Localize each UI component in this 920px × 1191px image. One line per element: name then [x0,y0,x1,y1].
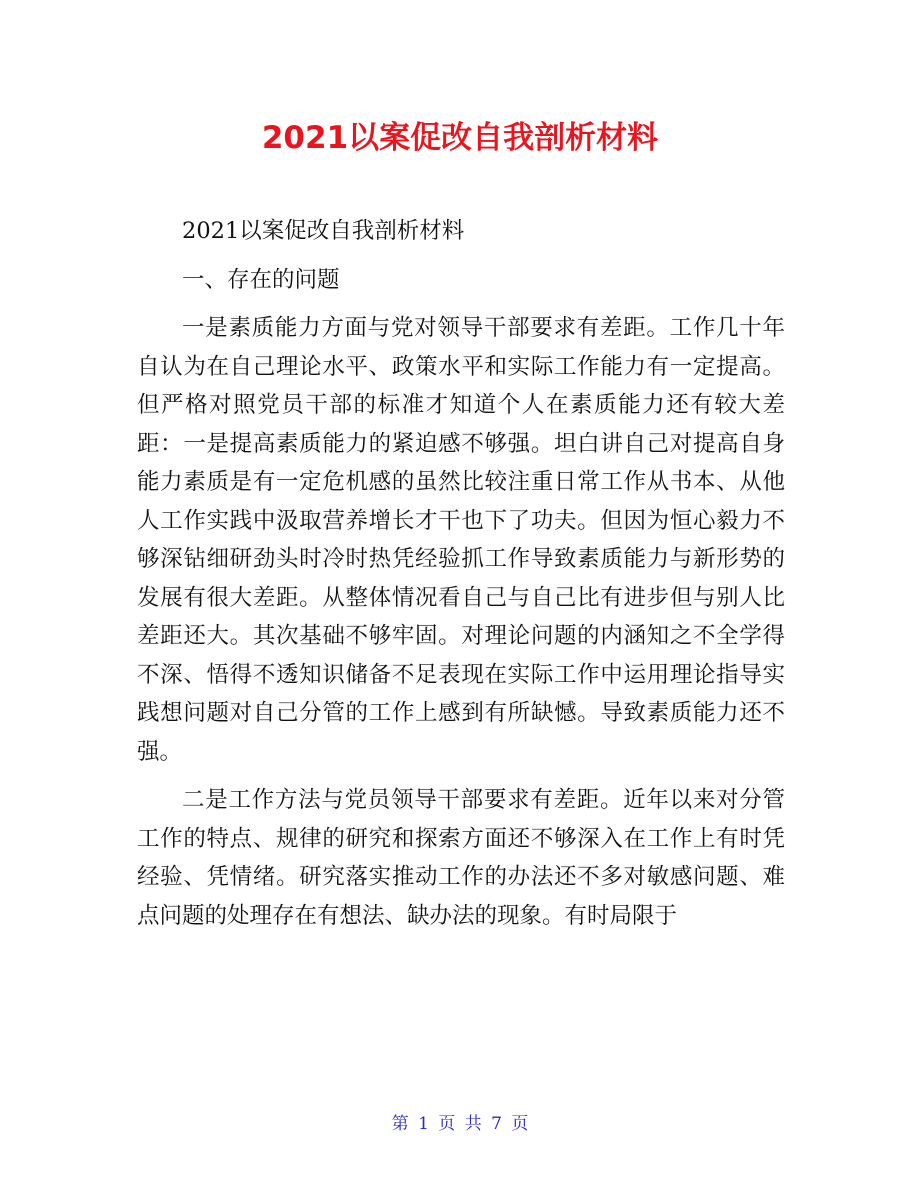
body-paragraph-one: 一是素质能力方面与党对领导干部要求有差距。工作几十年自认为在自己理论水平、政策水平和实际工作能力有一定提高。但严格对照党员干部的标准才知道个人在素质能力还有较大差距：一是提高素质能力的紧迫感不够强。坦白讲自己对提高自身能力素质是有一定危机感的虽然比较注重日常工作从书本、从他人工作实践中汲取营养增长才干也下了功夫。但因为恒心毅力不够深钻细研劲头时冷时热凭经验抓工作导致素质能力与新形势的发展有很大差距。从整体情况看自己与自己比有进步但与别人比差距还大。其次基础不够牢固。对理论问题的内涵知之不全学得不深、悟得不透知识储备不足表现在实际工作中运用理论指导实践想问题对自己分管的工作上感到有所缺憾。导致素质能力还不强。 [137,315,785,765]
page-number-footer: 第 1 页 共 7 页 [391,1114,529,1134]
document-body [137,212,785,935]
body-paragraph-subtitle: 2021以案促改自我剖析材料 [182,218,465,244]
body-paragraph-two: 二是工作方法与党员领导干部要求有差距。近年以来对分管工作的特点、规律的研究和探索方面还不够深入在工作上有时凭经验、凭情绪。研究落实推动工作的办法还不多对敏感问题、难点问题的处理存在有想法、缺办法的现象。有时局限于 [137,787,785,929]
body-paragraph-section-heading: 一、存在的问题 [182,266,340,293]
document-title: 2021以案促改自我剖析材料 [261,120,659,156]
